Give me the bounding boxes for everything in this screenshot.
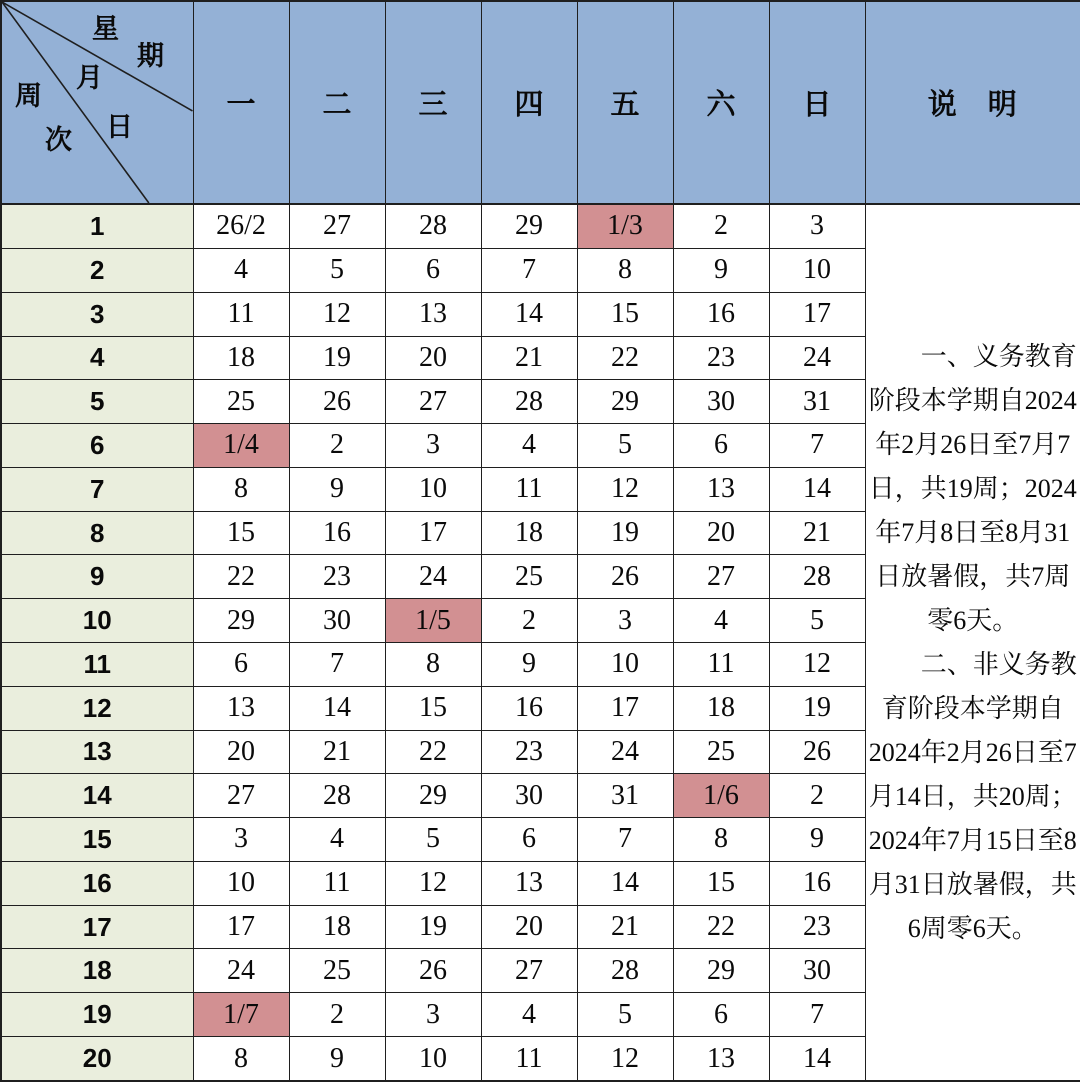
date-cell-month-start: 1/3 [577,204,673,248]
date-cell: 3 [769,204,865,248]
date-cell: 30 [481,774,577,818]
date-cell: 25 [481,555,577,599]
week-number-cell: 9 [1,555,193,599]
date-cell: 16 [769,861,865,905]
date-cell: 21 [769,511,865,555]
date-cell: 2 [289,424,385,468]
date-cell: 13 [193,686,289,730]
date-cell: 24 [385,555,481,599]
date-cell: 8 [193,467,289,511]
date-cell: 7 [289,642,385,686]
week-number-cell: 18 [1,949,193,993]
corner-label-week-1: 周 [15,81,42,111]
day-header-sat: 六 [673,1,769,204]
date-cell: 5 [577,424,673,468]
date-cell: 7 [769,424,865,468]
week-number-cell: 17 [1,905,193,949]
week-number-cell: 14 [1,774,193,818]
date-cell: 6 [673,993,769,1037]
date-cell: 10 [769,248,865,292]
date-cell: 27 [481,949,577,993]
date-cell: 31 [577,774,673,818]
date-cell: 21 [481,336,577,380]
date-cell: 9 [289,1037,385,1082]
date-cell: 30 [769,949,865,993]
date-cell: 5 [769,599,865,643]
date-cell: 27 [289,204,385,248]
date-cell: 8 [673,818,769,862]
date-cell: 28 [481,380,577,424]
date-cell: 17 [577,686,673,730]
date-cell: 30 [289,599,385,643]
date-cell: 29 [481,204,577,248]
date-cell: 24 [193,949,289,993]
date-cell: 2 [769,774,865,818]
date-cell: 18 [193,336,289,380]
date-cell: 6 [385,248,481,292]
corner-label-weekday-2: 期 [137,41,164,71]
date-cell: 25 [289,949,385,993]
week-number-cell: 19 [1,993,193,1037]
date-cell: 15 [577,292,673,336]
week-number-cell: 5 [1,380,193,424]
date-cell: 14 [577,861,673,905]
note-paragraph-1: 一、义务教育阶段本学期自2024年2月26日至7月7日，共19周；2024年7月8日至8月31日放暑假，共7周零6天。 [868,341,1077,635]
date-cell: 20 [673,511,769,555]
date-cell: 25 [673,730,769,774]
date-cell: 13 [673,467,769,511]
date-cell: 15 [193,511,289,555]
date-cell: 4 [481,424,577,468]
notes-column-header: 说 明 [865,1,1080,204]
day-header-wed: 三 [385,1,481,204]
week-number-cell: 2 [1,248,193,292]
date-cell: 20 [481,905,577,949]
date-cell: 7 [481,248,577,292]
date-cell: 6 [481,818,577,862]
date-cell: 8 [577,248,673,292]
date-cell: 19 [289,336,385,380]
date-cell: 12 [577,1037,673,1082]
date-cell: 6 [193,642,289,686]
date-cell: 21 [289,730,385,774]
date-cell: 28 [577,949,673,993]
week-number-cell: 10 [1,599,193,643]
date-cell: 8 [193,1037,289,1082]
week-number-cell: 13 [1,730,193,774]
note-paragraph-2: 二、非义务教育阶段本学期自2024年2月26日至7月14日，共20周；2024年7月15日至8月31日放暑假，共6周零6天。 [868,649,1077,943]
corner-header-cell [1,1,193,204]
week-number-cell: 20 [1,1037,193,1082]
day-header-sun: 日 [769,1,865,204]
date-cell: 17 [769,292,865,336]
date-cell: 26 [385,949,481,993]
date-cell: 19 [769,686,865,730]
date-cell: 15 [673,861,769,905]
date-cell: 15 [385,686,481,730]
date-cell: 16 [673,292,769,336]
date-cell: 3 [577,599,673,643]
date-cell: 12 [769,642,865,686]
date-cell: 24 [577,730,673,774]
date-cell: 20 [193,730,289,774]
date-cell: 28 [769,555,865,599]
week-number-cell: 7 [1,467,193,511]
date-cell: 8 [385,642,481,686]
header-row [1,1,1080,204]
date-cell: 23 [673,336,769,380]
date-cell-month-start: 1/7 [193,993,289,1037]
date-cell: 29 [193,599,289,643]
date-cell: 29 [385,774,481,818]
date-cell-month-start: 1/6 [673,774,769,818]
date-cell: 4 [673,599,769,643]
date-cell: 13 [481,861,577,905]
date-cell: 18 [673,686,769,730]
date-cell: 12 [577,467,673,511]
corner-label-weekday-1: 星 [92,14,119,44]
date-cell: 27 [385,380,481,424]
date-cell: 22 [577,336,673,380]
corner-label-month: 月 [76,63,103,93]
date-cell: 16 [289,511,385,555]
date-cell: 9 [481,642,577,686]
date-cell: 22 [385,730,481,774]
week-row-1 [1,204,1080,248]
date-cell: 5 [289,248,385,292]
date-cell: 3 [385,424,481,468]
date-cell: 17 [385,511,481,555]
date-cell: 27 [673,555,769,599]
date-cell: 10 [385,1037,481,1082]
date-cell: 5 [577,993,673,1037]
date-cell: 12 [289,292,385,336]
date-cell: 11 [673,642,769,686]
date-cell: 25 [193,380,289,424]
date-cell: 27 [193,774,289,818]
date-cell: 6 [673,424,769,468]
week-number-cell: 8 [1,511,193,555]
day-header-fri: 五 [577,1,673,204]
day-header-tue: 二 [289,1,385,204]
date-cell: 14 [769,1037,865,1082]
date-cell: 9 [289,467,385,511]
week-number-cell: 15 [1,818,193,862]
week-number-cell: 6 [1,424,193,468]
date-cell: 18 [289,905,385,949]
day-header-mon: 一 [193,1,289,204]
date-cell: 7 [577,818,673,862]
week-number-cell: 1 [1,204,193,248]
date-cell: 2 [673,204,769,248]
date-cell: 4 [481,993,577,1037]
date-cell: 11 [289,861,385,905]
date-cell: 21 [577,905,673,949]
date-cell: 11 [481,467,577,511]
date-cell: 16 [481,686,577,730]
corner-label-day: 日 [106,112,133,142]
date-cell: 19 [577,511,673,555]
date-cell: 10 [193,861,289,905]
date-cell-month-start: 1/5 [385,599,481,643]
week-number-cell: 12 [1,686,193,730]
date-cell: 31 [769,380,865,424]
day-header-thu: 四 [481,1,577,204]
date-cell: 14 [481,292,577,336]
date-cell: 24 [769,336,865,380]
date-cell: 28 [289,774,385,818]
corner-label-week-2: 次 [45,125,72,155]
date-cell: 29 [673,949,769,993]
date-cell: 9 [673,248,769,292]
date-cell: 11 [481,1037,577,1082]
date-cell: 28 [385,204,481,248]
week-number-cell: 4 [1,336,193,380]
date-cell: 11 [193,292,289,336]
date-cell: 14 [289,686,385,730]
date-cell: 26 [769,730,865,774]
date-cell: 26 [289,380,385,424]
date-cell: 9 [769,818,865,862]
date-cell: 4 [193,248,289,292]
date-cell: 19 [385,905,481,949]
date-cell: 18 [481,511,577,555]
date-cell: 10 [577,642,673,686]
date-cell: 29 [577,380,673,424]
week-number-cell: 3 [1,292,193,336]
date-cell: 23 [289,555,385,599]
date-cell: 20 [385,336,481,380]
date-cell: 10 [385,467,481,511]
date-cell: 14 [769,467,865,511]
date-cell: 3 [385,993,481,1037]
date-cell: 7 [769,993,865,1037]
date-cell: 2 [481,599,577,643]
date-cell: 30 [673,380,769,424]
date-cell: 4 [289,818,385,862]
date-cell: 3 [193,818,289,862]
date-cell-month-start: 1/4 [193,424,289,468]
date-cell: 23 [481,730,577,774]
date-cell: 2 [289,993,385,1037]
date-cell: 22 [673,905,769,949]
calendar-body [1,1,1080,1081]
date-cell: 5 [385,818,481,862]
date-cell: 23 [769,905,865,949]
date-cell: 26/2 [193,204,289,248]
date-cell: 22 [193,555,289,599]
date-cell: 12 [385,861,481,905]
week-number-cell: 16 [1,861,193,905]
notes-cell [865,204,1080,1081]
week-number-cell: 11 [1,642,193,686]
date-cell: 13 [673,1037,769,1082]
date-cell: 13 [385,292,481,336]
date-cell: 26 [577,555,673,599]
date-cell: 17 [193,905,289,949]
